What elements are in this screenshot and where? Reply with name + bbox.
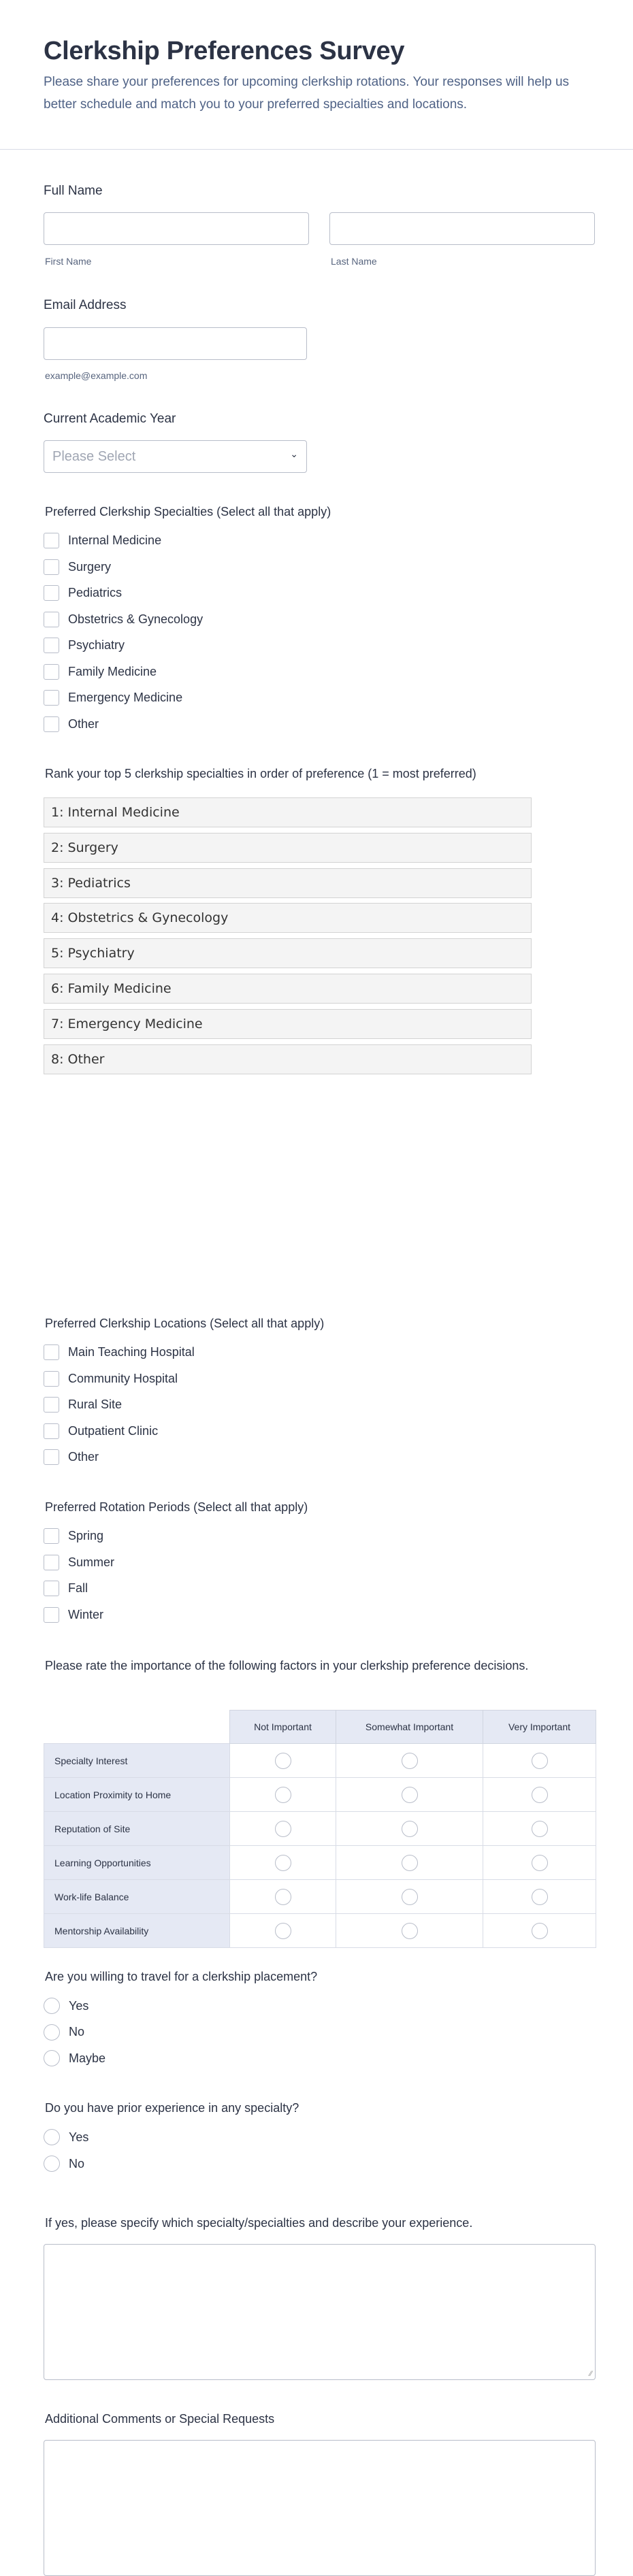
radio-option[interactable] — [44, 2156, 84, 2172]
matrix-row-label: Work-life Balance — [44, 1880, 230, 1914]
checkbox-option[interactable] — [44, 1423, 158, 1439]
matrix-cell — [483, 1880, 596, 1914]
matrix-row-label: Location Proximity to Home — [44, 1778, 230, 1812]
matrix-radio-button[interactable] — [532, 1855, 548, 1871]
matrix-cell — [336, 1880, 483, 1914]
option-label: Main Teaching Hospital — [68, 1345, 195, 1359]
checkbox-option[interactable] — [44, 1371, 178, 1387]
option-label: No — [69, 2025, 85, 2038]
matrix-cell — [230, 1812, 336, 1846]
checkbox-option[interactable] — [44, 1607, 103, 1623]
matrix-row — [44, 1880, 596, 1914]
rank-item[interactable]: 3: Pediatrics — [44, 868, 532, 898]
checkbox-option[interactable] — [44, 1397, 122, 1413]
academic-year-select[interactable] — [44, 440, 307, 473]
radio-option[interactable] — [44, 1998, 88, 2014]
radio-option[interactable] — [44, 2129, 88, 2145]
matrix-cell — [483, 1914, 596, 1948]
matrix-row-label: Reputation of Site — [44, 1812, 230, 1846]
checkbox[interactable] — [44, 1528, 59, 1544]
checkbox[interactable] — [44, 1449, 59, 1465]
matrix-cell — [483, 1812, 596, 1846]
matrix-cell — [230, 1914, 336, 1948]
option-label: Other — [68, 716, 99, 731]
checkbox-option[interactable] — [44, 716, 99, 732]
matrix-column-header: Somewhat Important — [336, 1711, 483, 1744]
matrix-cell — [336, 1778, 483, 1812]
matrix-radio-button[interactable] — [402, 1855, 418, 1871]
matrix-radio-button[interactable] — [275, 1855, 291, 1871]
checkbox-option[interactable] — [44, 559, 111, 575]
matrix-radio-button[interactable] — [532, 1753, 548, 1769]
experience-detail-textarea[interactable] — [44, 2244, 596, 2380]
matrix-cell — [483, 1846, 596, 1880]
checkbox[interactable] — [44, 664, 59, 680]
chevron-down-icon: ⌄ — [290, 448, 298, 459]
matrix-cell — [483, 1744, 596, 1778]
checkbox-option[interactable] — [44, 1449, 99, 1465]
checkbox[interactable] — [44, 716, 59, 732]
checkbox[interactable] — [44, 533, 59, 548]
checkbox-option[interactable] — [44, 1555, 114, 1570]
checkbox-option[interactable] — [44, 1344, 195, 1360]
experience-detail-label: If yes, please specify which specialty/specialties and describe your experience. — [45, 2216, 473, 2230]
option-label: Family Medicine — [68, 664, 157, 678]
checkbox[interactable] — [44, 638, 59, 653]
page-title: Clerkship Preferences Survey — [44, 37, 405, 65]
email-label: Email Address — [44, 298, 127, 312]
checkbox-option[interactable] — [44, 638, 125, 653]
option-label: Internal Medicine — [68, 533, 162, 547]
matrix-column-header: Not Important — [230, 1711, 336, 1744]
option-label: Fall — [68, 1581, 88, 1595]
header-divider — [0, 149, 633, 150]
option-label: Community Hospital — [68, 1371, 178, 1385]
matrix-row-label: Learning Opportunities — [44, 1846, 230, 1880]
checkbox[interactable] — [44, 1397, 59, 1413]
matrix-radio-button[interactable] — [532, 1787, 548, 1803]
matrix-radio-button[interactable] — [275, 1787, 291, 1803]
email-input[interactable] — [44, 327, 307, 360]
matrix-radio-button[interactable] — [402, 1821, 418, 1837]
option-label: Outpatient Clinic — [68, 1423, 159, 1438]
option-label: Pediatrics — [68, 586, 123, 599]
specialties-label: Preferred Clerkship Specialties (Select all that apply) — [45, 505, 331, 518]
matrix-cell — [336, 1914, 483, 1948]
rank-item[interactable]: 5: Psychiatry — [44, 938, 532, 968]
option-label: Emergency Medicine — [68, 691, 183, 704]
matrix-radio-button[interactable] — [532, 1889, 548, 1905]
radio-button[interactable] — [44, 2156, 60, 2172]
checkbox-option[interactable] — [44, 1528, 103, 1544]
checkbox[interactable] — [44, 612, 59, 627]
option-label: Summer — [68, 1555, 115, 1569]
matrix-row-label: Mentorship Availability — [44, 1914, 230, 1948]
checkbox[interactable] — [44, 690, 59, 706]
matrix-radio-button[interactable] — [275, 1753, 291, 1769]
checkbox[interactable] — [44, 1555, 59, 1570]
matrix-radio-button[interactable] — [275, 1889, 291, 1905]
matrix-row — [44, 1744, 596, 1778]
matrix-cell — [230, 1846, 336, 1880]
checkbox[interactable] — [44, 1371, 59, 1387]
matrix-radio-button[interactable] — [402, 1787, 418, 1803]
checkbox[interactable] — [44, 1423, 59, 1439]
checkbox[interactable] — [44, 1607, 59, 1623]
matrix-column-header: Very Important — [483, 1711, 596, 1744]
option-label: Rural Site — [68, 1398, 123, 1411]
rank-item[interactable]: 4: Obstetrics & Gynecology — [44, 903, 532, 933]
matrix-cell — [483, 1778, 596, 1812]
experience-label: Do you have prior experience in any specialty? — [45, 2101, 299, 2115]
matrix-cell — [336, 1744, 483, 1778]
option-label: Maybe — [69, 2051, 106, 2065]
option-label: No — [69, 2156, 85, 2170]
first-name-sublabel: First Name — [45, 256, 92, 267]
checkbox-option[interactable] — [44, 612, 203, 627]
first-name-input[interactable] — [44, 212, 309, 245]
matrix-row — [44, 1914, 596, 1948]
resize-handle-icon[interactable]: ∕∕ — [589, 2370, 592, 2378]
periods-label: Preferred Rotation Periods (Select all that apply) — [45, 1500, 308, 1514]
matrix-row-label: Specialty Interest — [44, 1744, 230, 1778]
matrix-corner — [44, 1711, 230, 1744]
page-description: Please share your preferences for upcoming clerkship rotations. Your responses will help us better schedule and match you to your preferred specialties and locations. — [44, 75, 570, 112]
select-placeholder: Please Select — [52, 449, 136, 464]
radio-button[interactable] — [44, 2050, 60, 2066]
matrix-radio-button[interactable] — [402, 1889, 418, 1905]
option-label: Spring — [68, 1529, 104, 1542]
checkbox-option[interactable] — [44, 664, 157, 680]
matrix-radio-button[interactable] — [275, 1923, 291, 1939]
last-name-input[interactable] — [329, 212, 595, 245]
matrix-cell — [336, 1812, 483, 1846]
rank-item[interactable]: 2: Surgery — [44, 833, 532, 863]
matrix-radio-button[interactable] — [532, 1821, 548, 1837]
email-hint: example@example.com — [45, 370, 148, 381]
matrix-label: Please rate the importance of the following factors in your clerkship preference decisions. — [45, 1659, 529, 1672]
radio-option[interactable] — [44, 2024, 84, 2041]
rank-item[interactable]: 8: Other — [44, 1044, 532, 1074]
comments-label: Additional Comments or Special Requests — [45, 2412, 275, 2426]
last-name-sublabel: Last Name — [331, 256, 377, 267]
option-label: Yes — [69, 1998, 89, 2013]
checkbox-option[interactable] — [44, 1581, 88, 1596]
option-label: Winter — [68, 1607, 104, 1621]
matrix-cell — [336, 1846, 483, 1880]
radio-option[interactable] — [44, 2050, 106, 2066]
radio-button[interactable] — [44, 1998, 60, 2014]
matrix-radio-button[interactable] — [402, 1753, 418, 1769]
matrix-row — [44, 1812, 596, 1846]
importance-matrix — [44, 1710, 596, 1948]
checkbox[interactable] — [44, 1581, 59, 1596]
option-label: Surgery — [68, 559, 112, 574]
matrix-row — [44, 1778, 596, 1812]
rank-item[interactable]: 6: Family Medicine — [44, 974, 532, 1004]
locations-label: Preferred Clerkship Locations (Select all that apply) — [45, 1317, 325, 1330]
ranking-label: Rank your top 5 clerkship specialties in order of preference (1 = most preferred) — [45, 767, 476, 780]
matrix-radio-button[interactable] — [402, 1923, 418, 1939]
checkbox-option[interactable] — [44, 690, 182, 706]
matrix-radio-button[interactable] — [275, 1821, 291, 1837]
full-name-label: Full Name — [44, 184, 103, 198]
radio-button[interactable] — [44, 2024, 60, 2041]
option-label: Obstetrics & Gynecology — [68, 612, 204, 626]
option-label: Psychiatry — [68, 638, 125, 652]
academic-year-label: Current Academic Year — [44, 412, 176, 426]
checkbox-option[interactable] — [44, 533, 161, 548]
matrix-cell — [230, 1778, 336, 1812]
matrix-row — [44, 1846, 596, 1880]
checkbox-option[interactable] — [44, 585, 122, 601]
radio-button[interactable] — [44, 2129, 60, 2145]
comments-textarea[interactable] — [44, 2440, 596, 2576]
checkbox[interactable] — [44, 1344, 59, 1360]
option-label: Other — [68, 1450, 99, 1464]
matrix-cell — [230, 1880, 336, 1914]
option-label: Yes — [69, 2130, 89, 2144]
rank-item[interactable]: 1: Internal Medicine — [44, 797, 532, 827]
matrix-cell — [230, 1744, 336, 1778]
matrix-radio-button[interactable] — [532, 1923, 548, 1939]
checkbox[interactable] — [44, 585, 59, 601]
checkbox[interactable] — [44, 559, 59, 575]
travel-label: Are you willing to travel for a clerkship placement? — [45, 1970, 318, 1983]
rank-item[interactable]: 7: Emergency Medicine — [44, 1009, 532, 1039]
